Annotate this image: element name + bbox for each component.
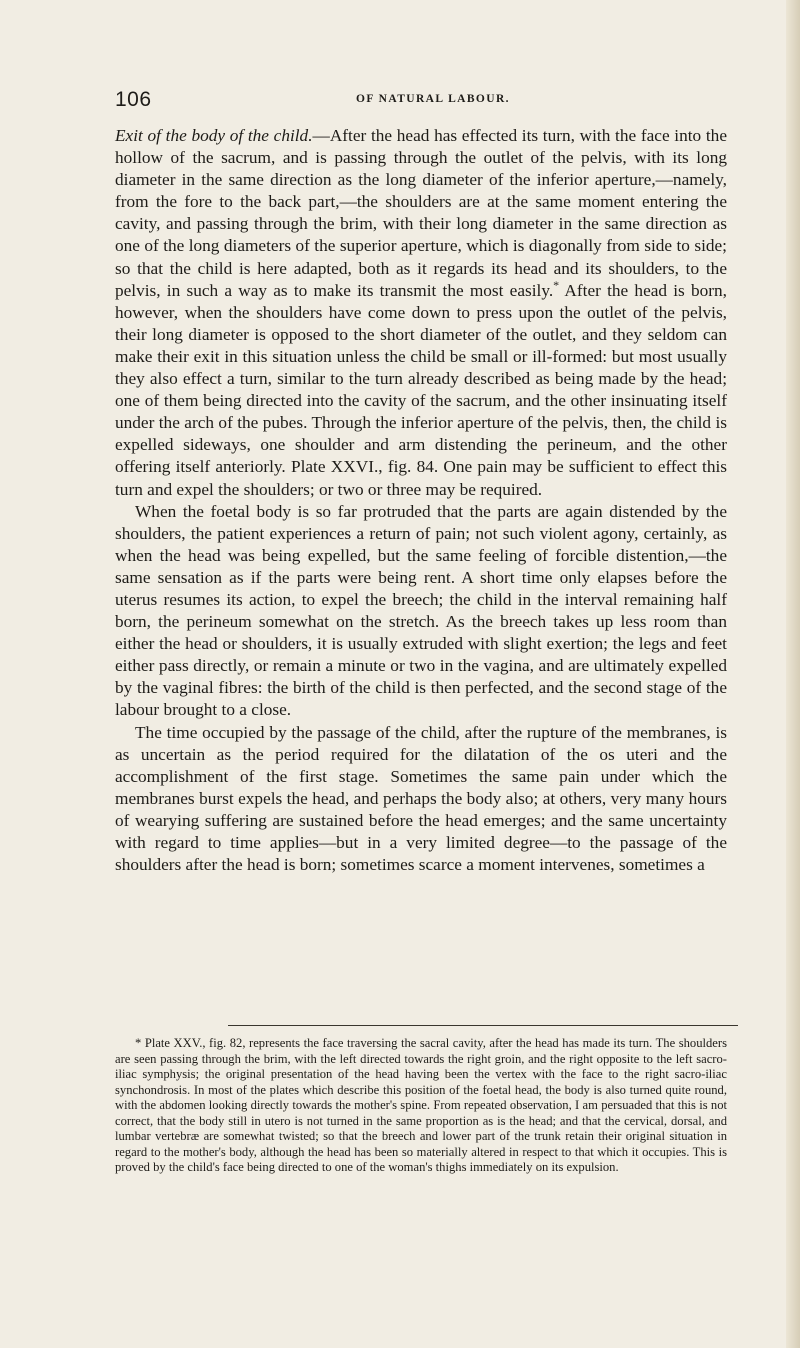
body-text (115, 125, 727, 876)
page-edge (786, 0, 800, 1348)
page-header (115, 88, 715, 118)
footnote-marker: * (553, 277, 560, 292)
paragraph-time-occupied: The time occupied by the passage of the child, after the rupture of the membranes, is as uncertain as the period required for the dilatation of the os uteri and the accomplishment of the first stage. Sometimes the same pain under which the membranes burst expels the head, and perhaps the body also; at others, very many hours of wearying suffering are sustained before the head emerges; and the same uncertainty with regard to time applies—but in a very limited degree—to the passage of the shoulders after the head is born; sometimes scarce a moment intervenes, sometimes a (115, 722, 727, 875)
running-head: OF NATURAL LABOUR. (356, 93, 510, 105)
paragraph-1-continued: After the head is born, however, when the shoulders have come down to press upon the outlet of the pelvis, their long diameter is opposed to the short diameter of the outlet, and they seldom can make their exit in this situation unless the child be small or ill-formed: but most usually they also effect a turn, similar to the turn already described as being made by the head; one of them being directed into the cavity of the sacrum, and the other insinuating itself under the arch of the pubes. Through the inferior aperture of the pelvis, then, the child is expelled sideways, one shoulder and arm distending the perineum, and the other offering itself anteriorly. Plate XXVI., fig. 84. One pain may be sufficient to effect this turn and expel the shoulders; or two or three may be required. (115, 280, 727, 499)
paragraph-foetal-body: When the foetal body is so far protruded that the parts are again distended by the shoulders, the patient experiences a return of pain; not such violent agony, certainly, as when the head was being expelled, but the same feeling of forcible distention,—the same sensation as if the parts were being rent. A short time only elapses before the uterus resumes its action, to expel the breech; the child in the interval remaining half born, the perineum somewhat on the stretch. As the breech takes up less room than either the head or shoulders, it is usually extruded with slight exertion; the legs and feet either pass directly, or remain a minute or two in the vagina, and are ultimately expelled by the vaginal fibres: the birth of the child is then perfected, and the second stage of the labour brought to a close. (115, 501, 727, 720)
section-heading: Exit of the body of the child. (115, 126, 313, 145)
footnote-divider (228, 1025, 738, 1026)
footnote: * Plate XXV., fig. 82, represents the face traversing the sacral cavity, after the head has made its turn. The shoulders are seen passing through the brim, with the left directed towards the right groin, and the right opposite to the left sacro-iliac symphysis; the original presentation of the head having been the vertex with the face to the right sacro-iliac synchondrosis. In most of the plates which describe this position of the foetal head, the body is also turned quite round, with the abdomen looking directly towards the mother's spine. From repeated observation, I am persuaded that this is not correct, that the body still in utero is not turned in the same proportion as is the head; and that the cervical, dorsal, and lumbar vertebræ are somewhat twisted; so that the breech and lower part of the trunk retain their original situation in regard to the mother's body, although the head has been so materially altered in respect to that which it occupies. This is proved by the child's face being directed to one of the woman's thighs immediately on its expulsion. (115, 1036, 727, 1174)
paragraph-1-text: —After the head has effected its turn, with the face into the hollow of the sacrum, and is passing through the outlet of the pelvis, with its long diameter in the same direction as the long diameter of the inferior aperture,—namely, from the fore to the back part,—the shoulders are at the same moment entering the cavity, and passing through the brim, with their long diameter in the same direction as one of the long diameters of the superior aperture, which is diagonally from side to side; so that the child is here adapted, both as it regards its head and its shoulders, to the pelvis, in such a way as to make its transmit the most easily. (115, 126, 727, 300)
paragraph-exit-of-body (115, 125, 727, 501)
page-number: 106 (115, 88, 152, 111)
